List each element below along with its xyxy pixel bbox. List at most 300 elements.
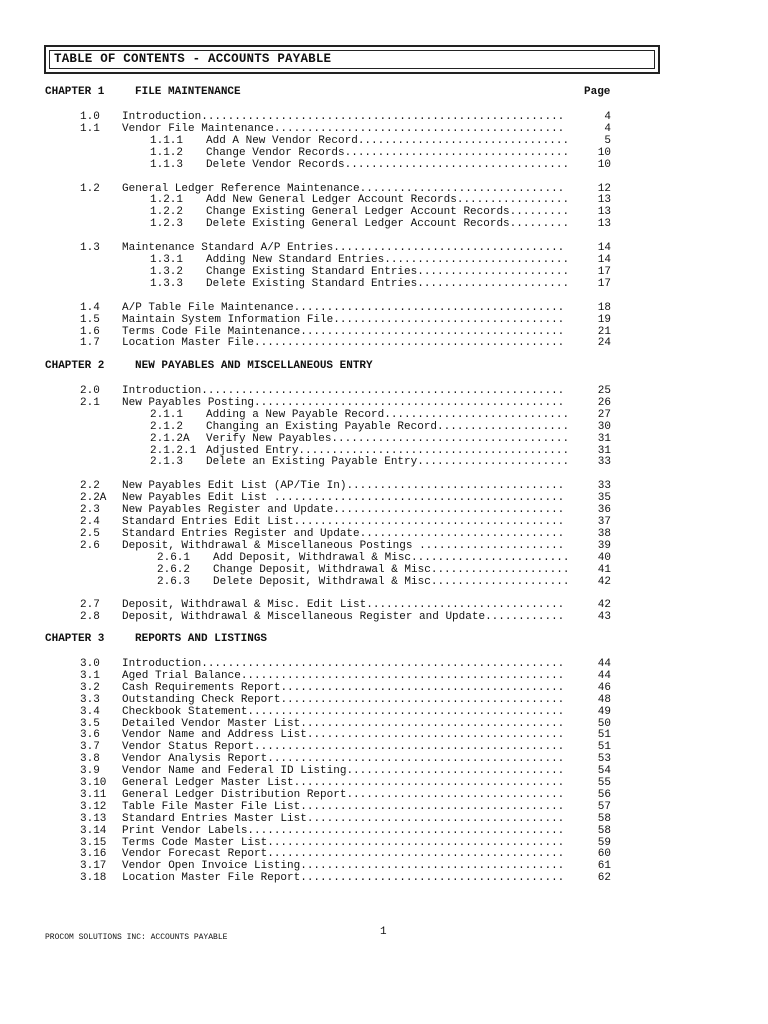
entry-label-text: Vendor File Maintenance bbox=[122, 122, 274, 135]
entry-label-text: Location Master File bbox=[122, 337, 255, 350]
entry-page-number: 50 bbox=[597, 717, 611, 730]
entry-page-number: 33 bbox=[597, 456, 611, 469]
dot-leader: ................. bbox=[456, 194, 570, 207]
dot-leader: ............................................... bbox=[254, 396, 565, 409]
entry-page-number: 38 bbox=[597, 527, 611, 540]
entry-number: 3.12 bbox=[80, 800, 107, 813]
dot-leader: ............................... bbox=[359, 527, 565, 540]
entry-number: 3.11 bbox=[80, 788, 107, 801]
entry-page-number: 62 bbox=[597, 872, 611, 885]
dot-leader: ................................. bbox=[346, 788, 565, 801]
entry-label-text: New Payables Edit List (AP/Tie In) bbox=[122, 480, 347, 493]
entry-page-number: 14 bbox=[597, 254, 611, 266]
toc-entry bbox=[0, 206, 768, 218]
entry-number: 1.1.3 bbox=[150, 158, 184, 171]
entry-label-text: Terms Code Master List bbox=[122, 836, 268, 849]
entry-page-number: 51 bbox=[597, 741, 611, 754]
entry-label bbox=[122, 326, 564, 338]
toc-entry bbox=[0, 123, 768, 135]
entry-number: 1.2.2 bbox=[150, 206, 184, 219]
dot-leader: ............................................ bbox=[273, 492, 565, 505]
entry-label-text: Delete Vendor Records bbox=[206, 158, 345, 171]
entry-number: 1.1 bbox=[80, 122, 100, 135]
entry-number: 1.3.3 bbox=[150, 277, 184, 290]
entry-label-text: Maintenance Standard A/P Entries bbox=[122, 242, 334, 255]
entry-number: 3.2 bbox=[80, 681, 100, 694]
entry-label bbox=[206, 194, 569, 206]
toc-entry bbox=[0, 159, 768, 171]
toc-entry bbox=[0, 445, 768, 457]
entry-number: 1.1.1 bbox=[150, 134, 184, 147]
chapter-title: REPORTS AND LISTINGS bbox=[135, 633, 268, 645]
toc-entry bbox=[0, 421, 768, 433]
entry-label bbox=[213, 564, 569, 576]
entry-label-text: Add A New Vendor Record bbox=[206, 134, 358, 147]
toc-entry bbox=[0, 540, 768, 552]
entry-number: 1.1.2 bbox=[150, 146, 184, 159]
toc-entry bbox=[0, 860, 768, 872]
entry-number: 1.6 bbox=[80, 325, 100, 338]
dot-leader: ............................................. bbox=[267, 848, 565, 861]
entry-number: 1.3.2 bbox=[150, 265, 184, 278]
entry-label bbox=[122, 670, 564, 682]
entry-label-text: Deposit, Withdrawal & Miscellaneous Postings bbox=[122, 539, 420, 552]
toc-entry bbox=[0, 492, 768, 504]
entry-label bbox=[206, 254, 569, 266]
entry-number: 2.5 bbox=[80, 527, 100, 540]
toc-entry bbox=[0, 266, 768, 278]
toc-entry bbox=[0, 801, 768, 813]
toc-entry bbox=[0, 326, 768, 338]
dot-leader: ........................ bbox=[411, 551, 570, 564]
entry-page-number: 54 bbox=[597, 765, 611, 778]
dot-leader: ................................. bbox=[346, 480, 565, 493]
dot-leader: ........................................ bbox=[300, 872, 565, 885]
entry-label-text: Delete Existing General Ledger Account Records bbox=[206, 218, 510, 231]
entry-page-number: 25 bbox=[597, 385, 611, 397]
entry-label-text: Cash Requirements Report bbox=[122, 681, 281, 694]
entry-page-number: 12 bbox=[597, 182, 611, 195]
dot-leader: ............................................ bbox=[273, 122, 565, 135]
entry-label-text: Vendor Name and Address List bbox=[122, 729, 307, 742]
dot-leader: .................................... bbox=[331, 432, 570, 445]
entry-label bbox=[206, 206, 569, 218]
dot-leader: ..................... bbox=[430, 563, 570, 576]
toc-entry bbox=[0, 765, 768, 777]
chapter-title: NEW PAYABLES AND MISCELLANEOUS ENTRY bbox=[135, 360, 373, 372]
dot-leader: ......................................... bbox=[298, 444, 570, 457]
entry-label-text: Standard Entries Edit List bbox=[122, 516, 294, 528]
dot-leader: .................... bbox=[437, 420, 570, 433]
entry-label bbox=[206, 266, 569, 278]
dot-leader: ............................ bbox=[384, 254, 570, 266]
entry-page-number: 56 bbox=[597, 788, 611, 801]
dot-leader: ....................... bbox=[417, 277, 570, 290]
chapter-number: CHAPTER 2 bbox=[45, 360, 105, 372]
dot-leader: .................................. bbox=[344, 146, 570, 159]
entry-label bbox=[122, 123, 564, 135]
entry-label-text: Introduction bbox=[122, 111, 202, 123]
dot-leader: ............................................... bbox=[254, 741, 565, 754]
dot-leader: ....................................... bbox=[306, 812, 565, 825]
entry-label-text: Vendor Analysis Report bbox=[122, 753, 268, 766]
entry-label bbox=[122, 540, 564, 552]
entry-label bbox=[206, 159, 569, 171]
entry-page-number: 18 bbox=[597, 301, 611, 314]
entry-page-number: 19 bbox=[597, 313, 611, 326]
entry-number: 3.6 bbox=[80, 729, 100, 742]
dot-leader: ........................................... bbox=[280, 693, 565, 706]
entry-label bbox=[206, 278, 569, 290]
entry-label-text: Vendor Forecast Report bbox=[122, 848, 268, 861]
entry-label-text: Aged Trial Balance bbox=[122, 669, 241, 682]
entry-number: 1.4 bbox=[80, 301, 100, 314]
entry-label bbox=[122, 337, 564, 349]
entry-page-number: 58 bbox=[597, 812, 611, 825]
entry-label-text: General Ledger Distribution Report bbox=[122, 788, 347, 801]
toc-entry bbox=[0, 278, 768, 290]
entry-number: 3.16 bbox=[80, 848, 107, 861]
entry-page-number: 60 bbox=[597, 848, 611, 861]
toc-entry bbox=[0, 872, 768, 884]
dot-leader: ......................................... bbox=[293, 777, 565, 789]
entry-label-text: Detailed Vendor Master List bbox=[122, 717, 301, 730]
entry-label bbox=[122, 516, 564, 528]
entry-label bbox=[122, 789, 564, 801]
entry-number: 2.2A bbox=[80, 492, 107, 505]
entry-number: 3.18 bbox=[80, 872, 107, 885]
entry-label-text: Print Vendor Labels bbox=[122, 824, 248, 837]
dot-leader: ........................................ bbox=[300, 717, 565, 730]
entry-label bbox=[122, 860, 564, 872]
entry-page-number: 51 bbox=[597, 729, 611, 742]
entry-label bbox=[206, 409, 569, 421]
toc-entry bbox=[0, 741, 768, 753]
entry-label bbox=[122, 694, 564, 706]
toc-entry bbox=[0, 777, 768, 789]
toc-entry bbox=[0, 433, 768, 445]
entry-page-number: 48 bbox=[597, 693, 611, 706]
entry-label bbox=[122, 183, 564, 195]
toc-entry bbox=[0, 753, 768, 765]
toc-entry bbox=[0, 385, 768, 397]
entry-number: 1.5 bbox=[80, 313, 100, 326]
entry-number: 1.3.1 bbox=[150, 254, 184, 266]
entry-label bbox=[122, 753, 564, 765]
dot-leader: ....................................................... bbox=[201, 385, 565, 397]
entry-number: 3.0 bbox=[80, 658, 100, 670]
toc-title-box bbox=[44, 45, 660, 74]
entry-number: 3.8 bbox=[80, 753, 100, 766]
toc-entry bbox=[0, 670, 768, 682]
entry-label bbox=[122, 528, 564, 540]
entry-label bbox=[122, 718, 564, 730]
dot-leader: ................................................. bbox=[240, 669, 565, 682]
toc-entry bbox=[0, 397, 768, 409]
entry-number: 2.8 bbox=[80, 611, 100, 624]
entry-label-text: Terms Code File Maintenance bbox=[122, 325, 301, 338]
entry-number: 2.7 bbox=[80, 599, 100, 612]
entry-page-number: 39 bbox=[597, 539, 611, 552]
entry-label-text: Delete Existing Standard Entries bbox=[206, 277, 418, 290]
footer-text: PROCOM SOLUTIONS INC: ACCOUNTS PAYABLE bbox=[45, 933, 228, 942]
dot-leader: ............................................. bbox=[267, 836, 565, 849]
dot-leader: ......... bbox=[509, 206, 570, 219]
entry-page-number: 26 bbox=[597, 396, 611, 409]
entry-label-text: Deposit, Withdrawal & Miscellaneous Register and Update bbox=[122, 611, 486, 624]
entry-number: 3.14 bbox=[80, 824, 107, 837]
entry-page-number: 41 bbox=[597, 563, 611, 576]
entry-page-number: 31 bbox=[597, 444, 611, 457]
entry-page-number: 33 bbox=[597, 480, 611, 493]
entry-label bbox=[122, 813, 564, 825]
toc-entry bbox=[0, 682, 768, 694]
entry-label-text: Location Master File Report bbox=[122, 872, 301, 885]
page-column-header: Page bbox=[584, 86, 611, 98]
entry-label bbox=[122, 599, 564, 611]
toc-entry bbox=[0, 504, 768, 516]
dot-leader: ......................................... bbox=[293, 301, 565, 314]
entry-page-number: 59 bbox=[597, 836, 611, 849]
entry-number: 3.10 bbox=[80, 777, 107, 789]
entry-label bbox=[206, 456, 569, 468]
toc-entry bbox=[0, 183, 768, 195]
entry-number: 3.7 bbox=[80, 741, 100, 754]
entry-number: 3.5 bbox=[80, 717, 100, 730]
entry-number: 1.2.1 bbox=[150, 194, 184, 207]
toc-entry bbox=[0, 409, 768, 421]
entry-page-number: 53 bbox=[597, 753, 611, 766]
dot-leader: ............................ bbox=[384, 408, 570, 421]
entry-page-number: 31 bbox=[597, 432, 611, 445]
page-title: TABLE OF CONTENTS - ACCOUNTS PAYABLE bbox=[54, 52, 332, 66]
toc-entry bbox=[0, 314, 768, 326]
entry-label-text: Change Deposit, Withdrawal & Misc bbox=[213, 563, 431, 576]
entry-number: 2.6 bbox=[80, 539, 100, 552]
dot-leader: ............ bbox=[485, 611, 565, 624]
entry-page-number: 13 bbox=[597, 194, 611, 207]
dot-leader: .................................. bbox=[344, 158, 570, 171]
dot-leader: ......................................... bbox=[293, 516, 565, 528]
entry-number: 2.6.3 bbox=[157, 575, 191, 588]
toc-entry bbox=[0, 706, 768, 718]
entry-label bbox=[122, 777, 564, 789]
entry-label bbox=[122, 872, 564, 884]
dot-leader: ................................... bbox=[333, 504, 565, 517]
entry-page-number: 4 bbox=[604, 122, 611, 135]
toc-entry bbox=[0, 516, 768, 528]
dot-leader: ........................................ bbox=[300, 860, 565, 873]
entry-number: 1.2 bbox=[80, 182, 100, 195]
entry-label bbox=[206, 433, 569, 445]
toc-entry bbox=[0, 135, 768, 147]
entry-label-text: Verify New Payables bbox=[206, 432, 332, 445]
entry-number: 2.1.3 bbox=[150, 456, 184, 469]
entry-label-text: A/P Table File Maintenance bbox=[122, 301, 294, 314]
entry-page-number: 13 bbox=[597, 206, 611, 219]
chapter-heading bbox=[0, 359, 768, 373]
entry-label bbox=[122, 706, 564, 718]
entry-label-text: Changing an Existing Payable Record bbox=[206, 420, 438, 433]
dot-leader: ................................ bbox=[357, 134, 570, 147]
entry-label-text: Maintain System Information File bbox=[122, 313, 334, 326]
entry-label bbox=[122, 801, 564, 813]
entry-page-number: 10 bbox=[597, 146, 611, 159]
entry-label-text: Table File Master File List bbox=[122, 800, 301, 813]
entry-label-text: Change Vendor Records bbox=[206, 146, 345, 159]
toc-entry bbox=[0, 729, 768, 741]
entry-label bbox=[206, 445, 569, 457]
entry-label-text: Standard Entries Register and Update bbox=[122, 527, 360, 540]
entry-page-number: 21 bbox=[597, 325, 611, 338]
entry-number: 3.3 bbox=[80, 693, 100, 706]
entry-label bbox=[213, 552, 569, 564]
toc-entry bbox=[0, 456, 768, 468]
dot-leader: ................................... bbox=[333, 242, 565, 255]
dot-leader: ................................................ bbox=[247, 824, 565, 837]
entry-label-text: New Payables Edit List bbox=[122, 492, 274, 505]
entry-page-number: 13 bbox=[597, 218, 611, 231]
entry-number: 2.3 bbox=[80, 504, 100, 517]
toc-entry bbox=[0, 194, 768, 206]
entry-number: 3.17 bbox=[80, 860, 107, 873]
entry-page-number: 30 bbox=[597, 420, 611, 433]
dot-leader: ....................................... bbox=[306, 729, 565, 742]
chapter-heading bbox=[0, 632, 768, 646]
entry-label bbox=[122, 492, 564, 504]
toc-entry bbox=[0, 564, 768, 576]
dot-leader: ..................... bbox=[430, 575, 570, 588]
entry-label-text: Change Existing Standard Entries bbox=[206, 265, 418, 278]
dot-leader: ....................................................... bbox=[201, 111, 565, 123]
toc-entry bbox=[0, 611, 768, 623]
entry-label-text: Add New General Ledger Account Records bbox=[206, 194, 457, 207]
dot-leader: ............................................. bbox=[267, 753, 565, 766]
entry-label-text: Add Deposit, Withdrawal & Misc bbox=[213, 551, 412, 564]
entry-label bbox=[206, 147, 569, 159]
entry-label bbox=[122, 111, 564, 123]
entry-label bbox=[122, 837, 564, 849]
toc-entry bbox=[0, 825, 768, 837]
entry-number: 3.1 bbox=[80, 669, 100, 682]
page-number: 1 bbox=[380, 926, 387, 938]
entry-label-text: Vendor Name and Federal ID Listing bbox=[122, 765, 347, 778]
dot-leader: ............................................... bbox=[254, 337, 565, 350]
entry-page-number: 17 bbox=[597, 265, 611, 278]
entry-number: 2.1.2 bbox=[150, 420, 184, 433]
entry-label bbox=[122, 729, 564, 741]
entry-page-number: 42 bbox=[597, 599, 611, 612]
entry-label bbox=[206, 135, 569, 147]
dot-leader: ............................... bbox=[359, 182, 565, 195]
dot-leader: ......... bbox=[509, 218, 570, 231]
toc-entry bbox=[0, 718, 768, 730]
entry-label bbox=[122, 741, 564, 753]
toc-entry bbox=[0, 111, 768, 123]
toc-entry bbox=[0, 480, 768, 492]
entry-page-number: 4 bbox=[604, 111, 611, 123]
toc-entry bbox=[0, 694, 768, 706]
entry-label bbox=[122, 302, 564, 314]
entry-page-number: 36 bbox=[597, 504, 611, 517]
entry-page-number: 44 bbox=[597, 669, 611, 682]
entry-label bbox=[122, 848, 564, 860]
toc-entry bbox=[0, 147, 768, 159]
entry-number: 1.7 bbox=[80, 337, 100, 350]
entry-label-text: Change Existing General Ledger Account Records bbox=[206, 206, 510, 219]
dot-leader: ................................... bbox=[333, 313, 565, 326]
toc-entry bbox=[0, 789, 768, 801]
entry-page-number: 35 bbox=[597, 492, 611, 505]
entry-page-number: 58 bbox=[597, 824, 611, 837]
entry-page-number: 44 bbox=[597, 658, 611, 670]
dot-leader: ........................................ bbox=[300, 800, 565, 813]
entry-label bbox=[122, 825, 564, 837]
toc-entry bbox=[0, 837, 768, 849]
entry-label-text: Vendor Status Report bbox=[122, 741, 255, 754]
entry-page-number: 42 bbox=[597, 575, 611, 588]
dot-leader: ................................. bbox=[346, 765, 565, 778]
toc-entry bbox=[0, 848, 768, 860]
entry-page-number: 43 bbox=[597, 611, 611, 624]
entry-number: 2.4 bbox=[80, 516, 100, 528]
entry-number: 2.6.2 bbox=[157, 563, 191, 576]
entry-page-number: 46 bbox=[597, 681, 611, 694]
entry-label-text: Standard Entries Master List bbox=[122, 812, 307, 825]
entry-page-number: 24 bbox=[597, 337, 611, 350]
dot-leader: .............................. bbox=[366, 599, 565, 612]
entry-page-number: 57 bbox=[597, 800, 611, 813]
entry-label bbox=[206, 421, 569, 433]
entry-number: 3.4 bbox=[80, 705, 100, 718]
entry-label-text: Checkbook Statement bbox=[122, 705, 248, 718]
entry-number: 1.3 bbox=[80, 242, 100, 255]
chapter-heading bbox=[0, 85, 768, 99]
entry-page-number: 10 bbox=[597, 158, 611, 171]
dot-leader: ....................... bbox=[417, 456, 570, 469]
chapter-number: CHAPTER 1 bbox=[45, 86, 105, 98]
entry-label bbox=[122, 765, 564, 777]
entry-label-text: Outstanding Check Report bbox=[122, 693, 281, 706]
toc-entry bbox=[0, 254, 768, 266]
entry-number: 2.1 bbox=[80, 396, 100, 409]
entry-label-text: New Payables Posting bbox=[122, 396, 255, 409]
entry-page-number: 37 bbox=[597, 516, 611, 528]
dot-leader: ...................... bbox=[419, 539, 565, 552]
entry-number: 3.15 bbox=[80, 836, 107, 849]
chapter-title: FILE MAINTENANCE bbox=[135, 86, 241, 98]
entry-number: 3.9 bbox=[80, 765, 100, 778]
entry-label bbox=[122, 314, 564, 326]
entry-label-text: Adding a New Payable Record bbox=[206, 408, 385, 421]
entry-label-text: Introduction bbox=[122, 658, 202, 670]
toc-entry bbox=[0, 599, 768, 611]
dot-leader: ........................................... bbox=[280, 681, 565, 694]
entry-label-text: Adding New Standard Entries bbox=[206, 254, 385, 266]
entry-page-number: 27 bbox=[597, 408, 611, 421]
dot-leader: ....................................................... bbox=[201, 658, 565, 670]
entry-number: 2.2 bbox=[80, 480, 100, 493]
entry-page-number: 14 bbox=[597, 242, 611, 255]
entry-label bbox=[122, 682, 564, 694]
entry-label-text: Delete Deposit, Withdrawal & Misc bbox=[213, 575, 431, 588]
entry-label bbox=[122, 480, 564, 492]
entry-label-text: New Payables Register and Update bbox=[122, 504, 334, 517]
entry-number: 1.2.3 bbox=[150, 218, 184, 231]
entry-label-text: Introduction bbox=[122, 385, 202, 397]
entry-number: 2.1.2A bbox=[150, 432, 190, 445]
toc-entry bbox=[0, 218, 768, 230]
